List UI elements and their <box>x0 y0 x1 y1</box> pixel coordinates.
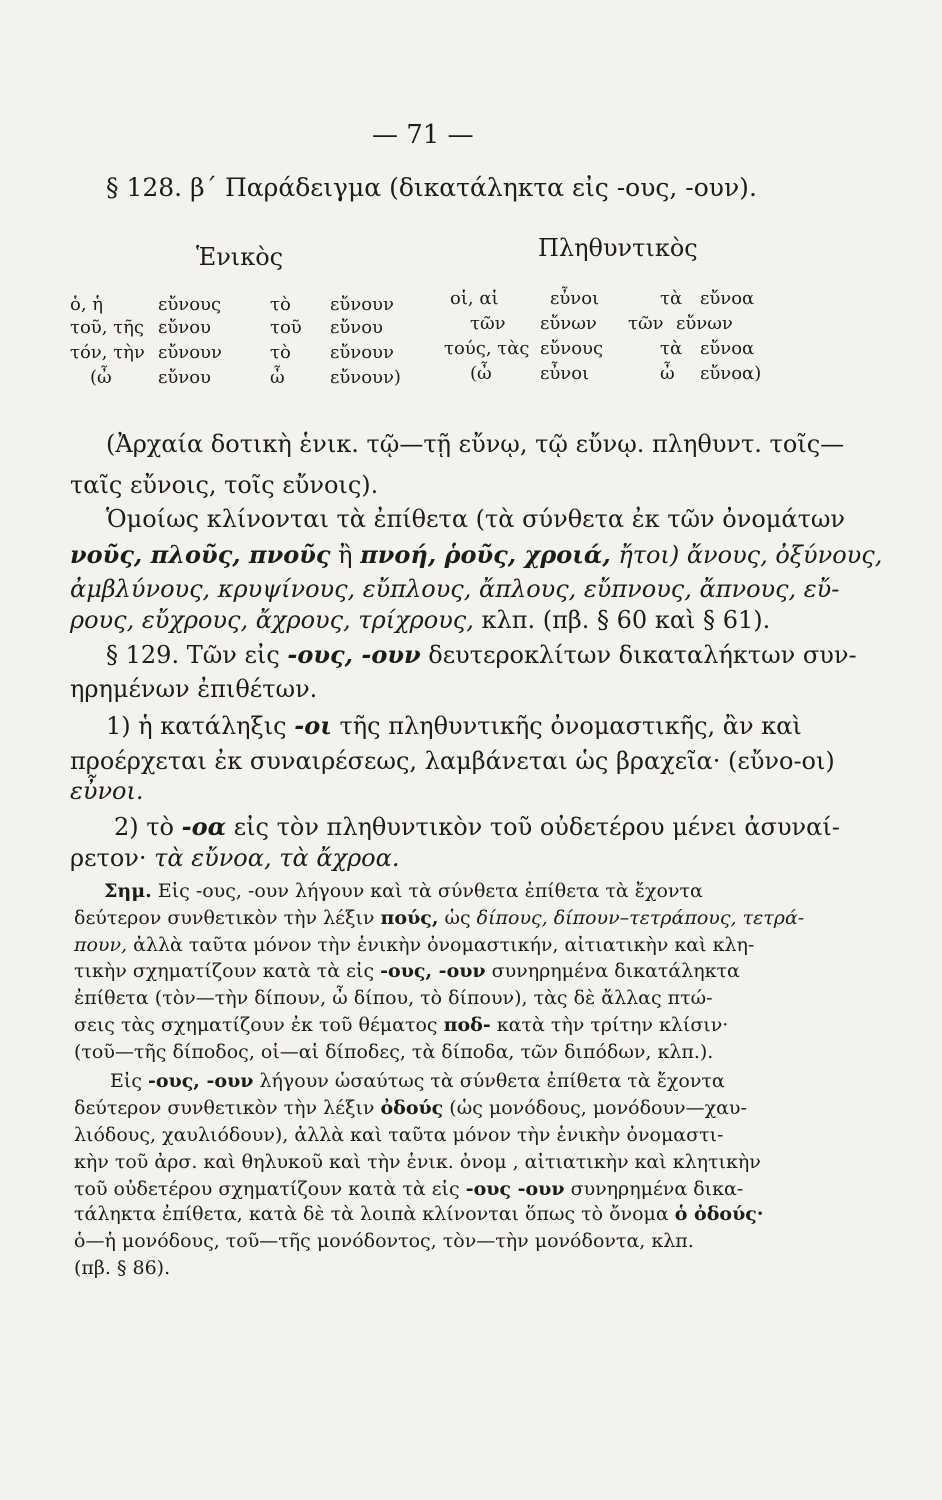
singular-cell: ὦ <box>270 367 285 388</box>
note-line: πουν, ἀλλὰ ταῦτα μόνον τὴν ἑνικὴν ὀνομαστικήν, αἰτιατικὴν καὶ κλη- <box>74 934 755 956</box>
note-line: (τοῦ—τῆς δίποδος, οἱ—αἱ δίποδες, τὰ δίποδα, τῶν διπόδων, κλπ.). <box>74 1041 714 1063</box>
singular-header: Ἑνικὸς <box>196 243 284 271</box>
section-title: β΄ Παράδειγμα (δικατάληκτα εἰς -ους, -ουν). <box>190 173 757 202</box>
plural-cell: εὔνοα) <box>700 363 762 384</box>
plural-cell: (ὦ <box>470 363 492 384</box>
note-line: ἐπίθετα (τὸν—τὴν δίπουν, ὦ δίπου, τὸ δίπουν), τὰς δὲ ἄλλας πτώ- <box>74 987 713 1009</box>
plural-cell: εὔνους <box>540 338 604 359</box>
plural-cell: εὖνοι <box>550 288 600 309</box>
plural-cell: τῶν <box>628 313 664 334</box>
singular-cell: ὁ, ἡ <box>70 294 104 315</box>
note-line: δεύτερον συνθετικὸν τὴν λέξιν πούς, ὡς δίπους, δίπουν–τετράπους, τετρά- <box>74 907 805 929</box>
singular-cell: εὔνους <box>158 294 222 315</box>
similar-line-1: Ὁμοίως κλίνονται τὰ ἐπίθετα (τὰ σύνθετα ἐκ τῶν ὀνομάτων <box>106 505 846 533</box>
plural-cell: εὔνων <box>676 313 733 334</box>
note-line: σεις τὰς σχηματίζουν ἐκ τοῦ θέματος ποδ- κατὰ τὴν τρίτην κλίσιν· <box>74 1014 729 1036</box>
section-129-line-1: § 129. Τῶν εἰς -ους, -ουν δευτεροκλίτων δικαταλήκτων συν- <box>106 640 857 669</box>
similar-line-3: ἀμβλύνους, κρυψίνους, εὔπλους, ἄπλους, εὔπνους, ἄπνους, εὔ- <box>70 575 840 603</box>
rule-1-line-3: εὖνοι. <box>70 777 144 805</box>
plural-cell: εὔνων <box>540 313 597 334</box>
note-line: Σημ. Εἰς -ους, -ουν λήγουν καὶ τὰ σύνθετα ἐπίθετα τὰ ἔχοντα <box>104 880 703 902</box>
page-number: — 71 — <box>372 120 474 150</box>
singular-cell: εὔνουν) <box>330 367 401 388</box>
plural-cell: τῶν <box>470 313 506 334</box>
rule-2-line-1: 2) τὸ -οα εἰς τὸν πληθυντικὸν τοῦ οὐδετέρου μένει ἀσυναί- <box>114 812 840 841</box>
section-129-line-2: ηρημένων ἐπιθέτων. <box>70 675 318 703</box>
bold-nouns-2: πνοή, ῥοῦς, χροιά, <box>360 540 611 569</box>
note-line: τάληκτα ἐπίθετα, κατὰ δὲ τὰ λοιπὰ κλίνονται ὅπως τὸ ὄνομα ὁ ὀδούς· <box>74 1203 764 1225</box>
singular-cell: εὔνουν <box>330 342 394 363</box>
plural-cell: τὰ <box>660 338 683 359</box>
note-line: δεύτερον συνθετικὸν τὴν λέξιν ὀδούς (ὡς μονόδους, μονόδουν—χαυ- <box>74 1097 747 1119</box>
singular-cell: εὔνου <box>158 367 211 388</box>
note-line: τικὴν σχηματίζουν κατὰ τὰ εἰς -ους, -ουν συνηρημένα δικατάληκτα <box>74 960 740 982</box>
plural-cell: τὰ <box>660 288 683 309</box>
plural-cell: οἱ, αἱ <box>450 288 499 309</box>
plural-cell: τούς, τὰς <box>444 338 530 359</box>
rule-1-line-2: προέρχεται ἐκ συναιρέσεως, λαμβάνεται ὡς βραχεῖα· (εὔνο-οι) <box>70 747 835 775</box>
bold-nouns: νοῦς, πλοῦς, πνοῦς <box>70 540 331 569</box>
note-line: (πβ. § 86). <box>74 1257 171 1279</box>
singular-cell: εὔνου <box>330 317 383 338</box>
note-line: Εἰς -ους, -ουν λήγουν ὡσαύτως τὰ σύνθετα ἐπίθετα τὰ ἔχοντα <box>110 1070 725 1092</box>
singular-cell: τὸ <box>270 294 291 315</box>
singular-cell: εὔνου <box>158 317 211 338</box>
singular-cell: εὔνουν <box>158 342 222 363</box>
ancient-dative-line-2: ταῖς εὔνοις, τοῖς εὔνοις). <box>70 471 379 499</box>
plural-cell: εὖνοι <box>540 363 590 384</box>
singular-cell: τόν, τὴν <box>70 342 145 363</box>
note-line: τοῦ οὐδετέρου σχηματίζουν κατὰ τὰ εἰς -ους -ουν συνηρημένα δικα- <box>74 1178 744 1200</box>
similar-line-4: ρους, εὔχρους, ἄχρους, τρίχρους, κλπ. (πβ. § 60 καὶ § 61). <box>70 606 771 634</box>
plural-header: Πληθυντικὸς <box>538 234 698 262</box>
ancient-dative-line-1: (Ἀρχαία δοτικὴ ἑνικ. τῷ—τῇ εὔνῳ, τῷ εὔνῳ. πληθυντ. τοῖς— <box>106 430 845 458</box>
section-128-heading <box>106 175 757 200</box>
singular-cell: τὸ <box>270 342 291 363</box>
plural-cell: εὔνοα <box>700 288 755 309</box>
similar-line-2: νοῦς, πλοῦς, πνοῦς ἢ πνοή, ῥοῦς, χροιά, ἤτοι) ἄνους, ὀξύνους, <box>70 540 883 569</box>
note-line: λιόδους, χαυλιόδουν), ἀλλὰ καὶ ταῦτα μόνον τὴν ἑνικὴν ὀνομαστι- <box>74 1124 724 1146</box>
rule-2-line-2: ρετον· τὰ εὔνοα, τὰ ἄχροα. <box>70 844 400 872</box>
singular-cell: τοῦ, τῆς <box>70 317 145 338</box>
note-line: ὁ—ἡ μονόδους, τοῦ—τῆς μονόδοντος, τὸν—τὴν μονόδοντα, κλπ. <box>74 1230 694 1252</box>
singular-cell: τοῦ <box>270 317 302 338</box>
singular-cell: εὔνουν <box>330 294 394 315</box>
singular-cell: (ὦ <box>90 367 112 388</box>
note-line: κὴν τοῦ ἀρσ. καὶ θηλυκοῦ καὶ τὴν ἑνικ. ὀνομ , αἰτιατικὴν καὶ κλητικὴν <box>74 1151 761 1173</box>
plural-cell: εὔνοα <box>700 338 755 359</box>
plural-cell: ὦ <box>660 363 675 384</box>
section-number: § 128. <box>106 173 183 202</box>
rule-1-line-1: 1) ἡ κατάληξις -οι τῆς πληθυντικῆς ὀνομαστικῆς, ἂν καὶ <box>106 711 802 740</box>
